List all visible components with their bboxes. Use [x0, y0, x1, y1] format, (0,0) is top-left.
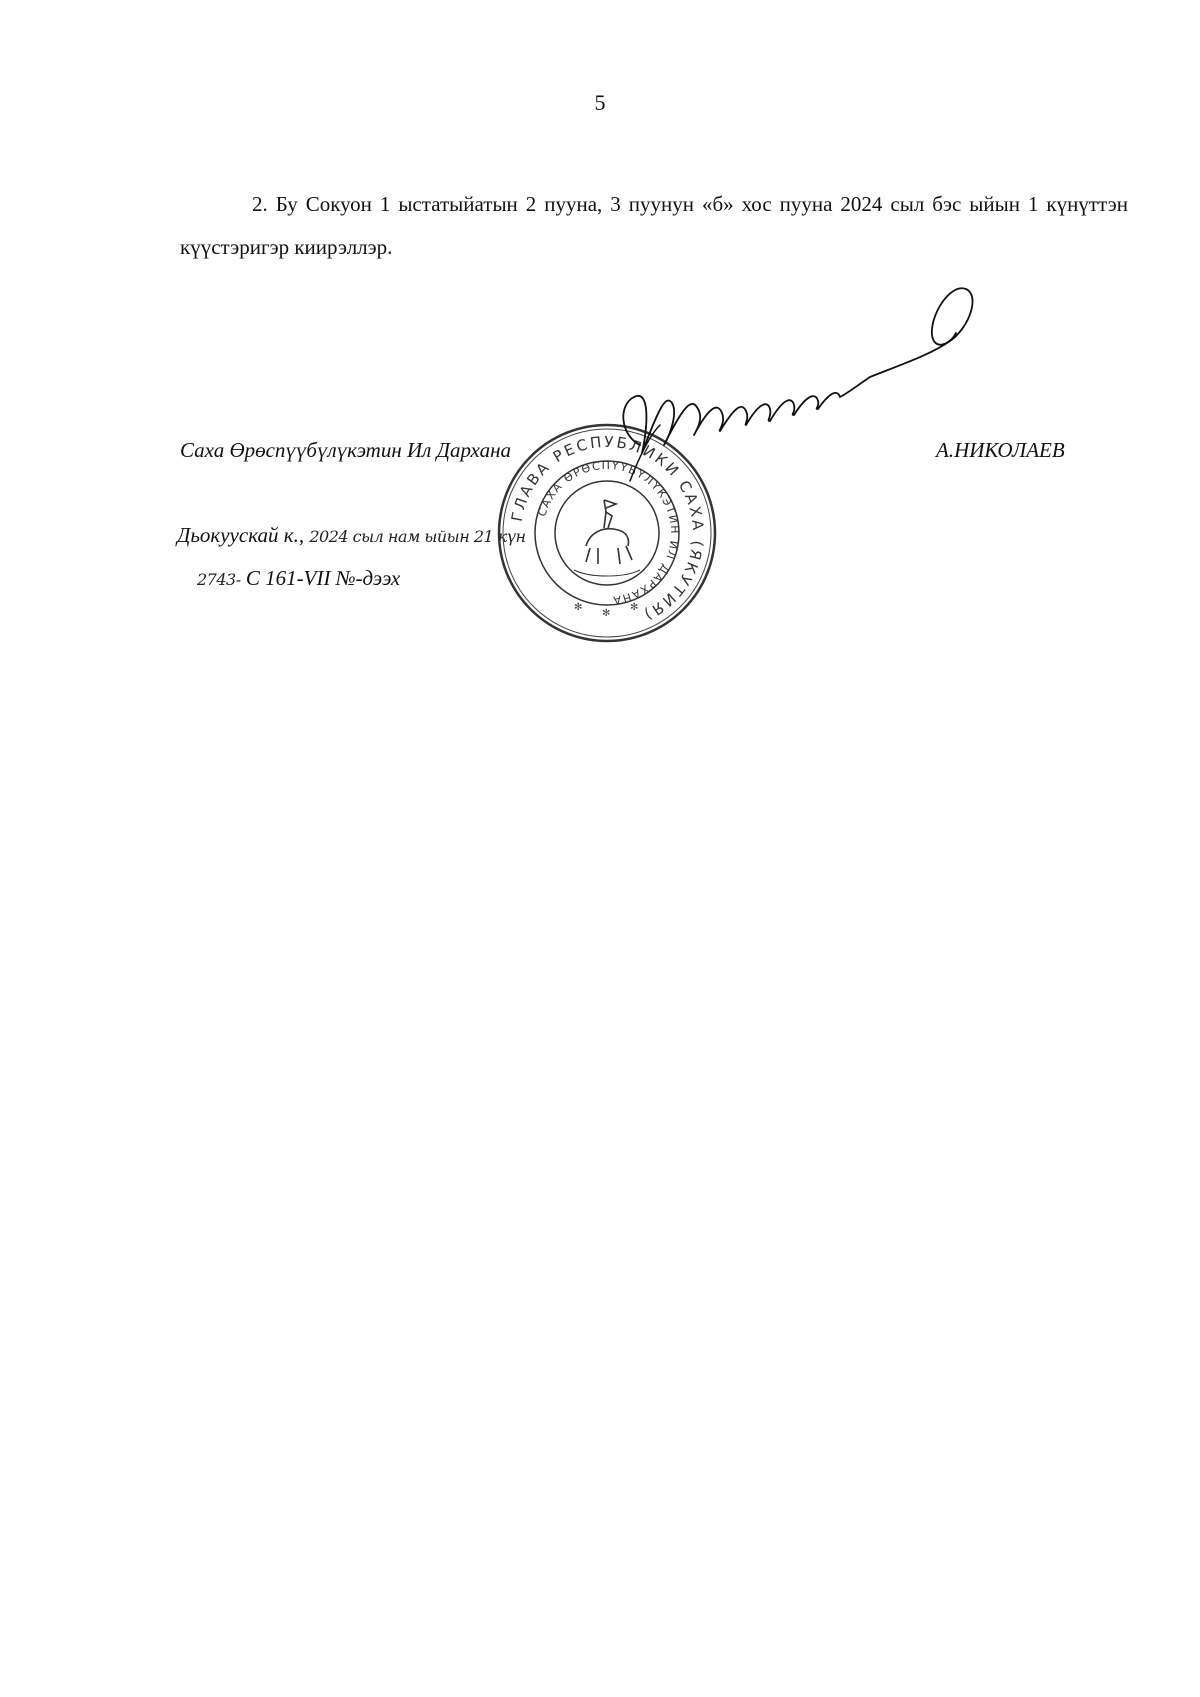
- stamp-emblem-horseman: [574, 500, 640, 576]
- official-stamp: [494, 420, 720, 646]
- handwritten-number: 2743-: [197, 570, 241, 589]
- signer-name: А.НИКОЛАЕВ: [936, 438, 1065, 462]
- signer-title: Саха Өрөспүүбүлүкэтин Ил Дарханa: [180, 438, 511, 462]
- stamp-outer-text: ГЛАВА РЕСПУБЛИКИ САХА (ЯКУТИЯ): [507, 432, 708, 625]
- stamp-inner-text: САХА ӨРӨСПҮҮБҮЛҮКЭТИН ИЛ ДАРХАНA: [535, 458, 682, 607]
- stamp-inner-ring: [555, 481, 659, 585]
- handwritten-date: 2024 сыл нам ыйын 21 күн: [309, 527, 526, 546]
- body-paragraph: 2. Бу Сокуон 1 ыстатыйатын 2 пуунa, 3 пуунун «б» хос пуунa 2024 сыл бэс ыйын 1 күнүттэн күүстэригэр киирэллэр.: [180, 192, 1128, 259]
- document-number-line: [197, 566, 400, 591]
- place-text: Дьокуускай к.,: [177, 523, 305, 547]
- svg-text:✻: ✻: [630, 602, 639, 613]
- svg-text:✻: ✻: [602, 608, 611, 619]
- svg-text:✻: ✻: [574, 602, 583, 613]
- place-date-line: [177, 523, 526, 548]
- printed-number: С 161-VII №-дээх: [245, 566, 401, 590]
- page-number: 5: [594, 90, 606, 115]
